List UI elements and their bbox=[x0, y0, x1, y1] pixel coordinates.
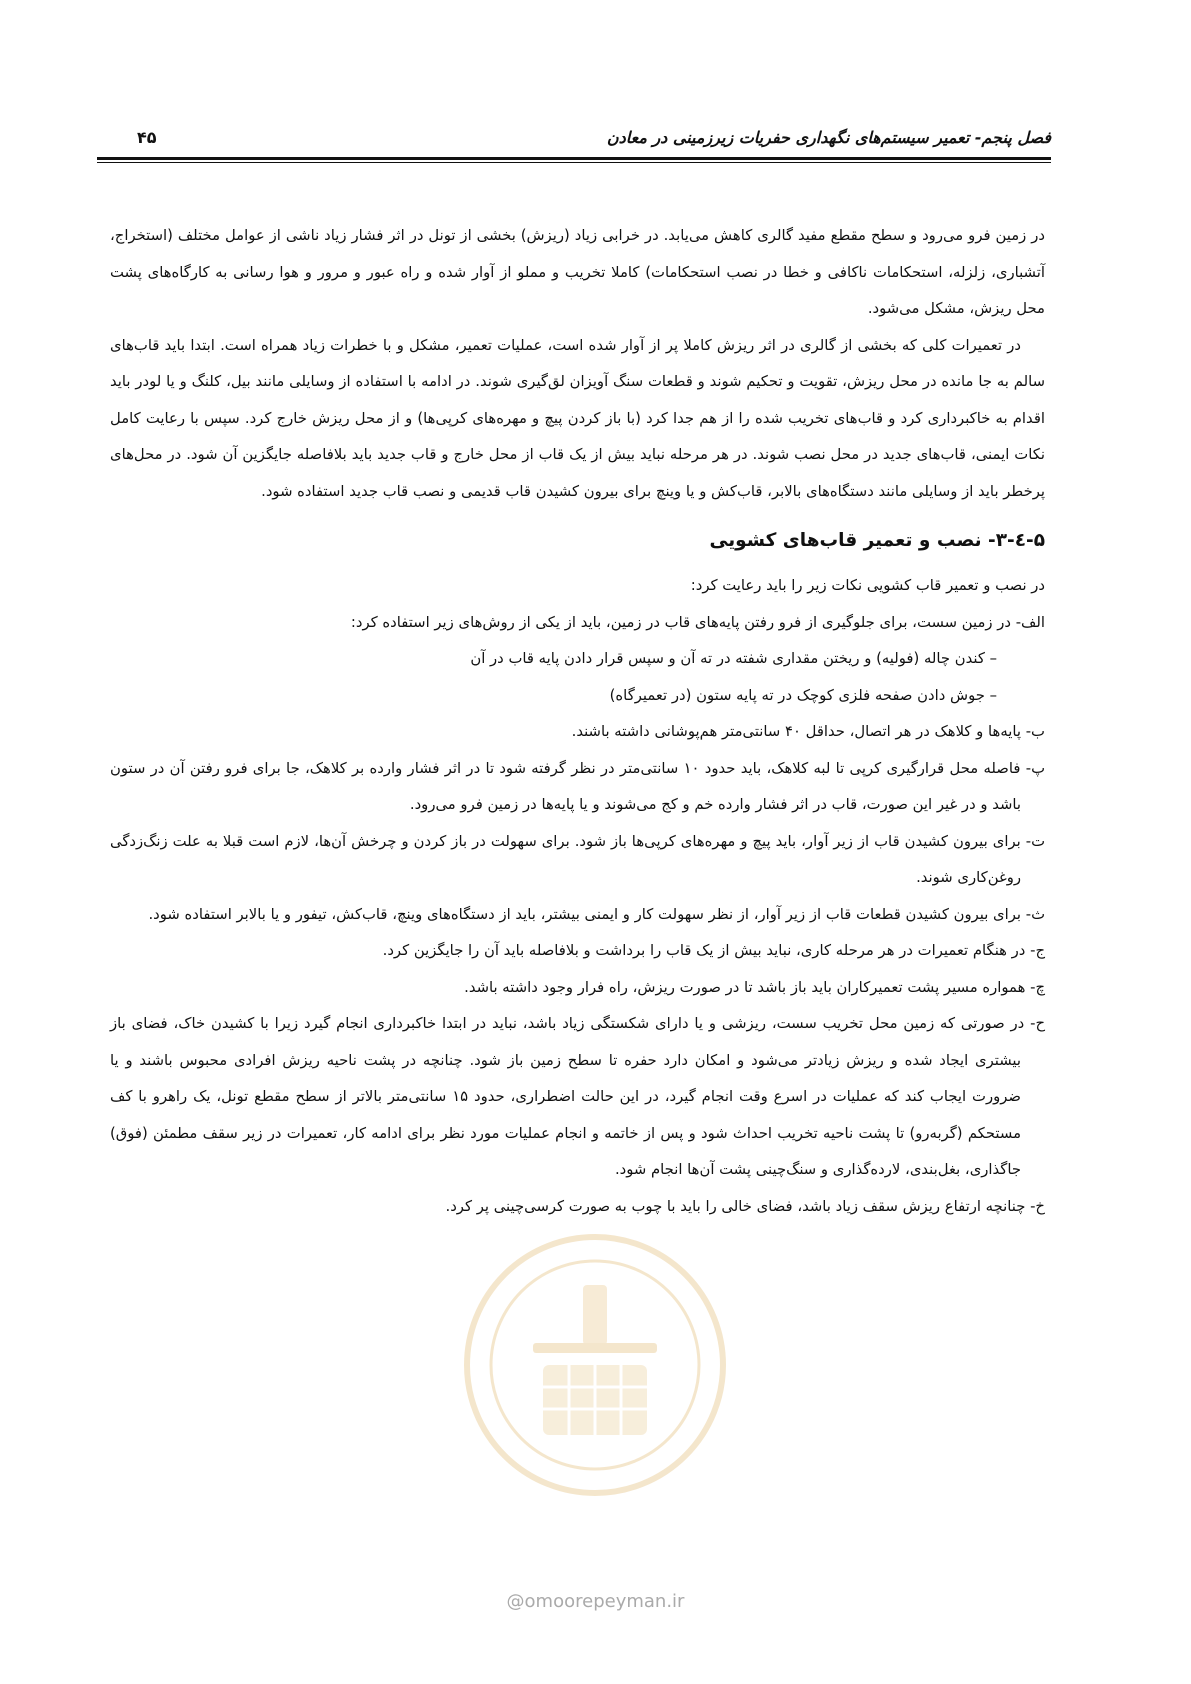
sub-list-item: – کندن چاله (فولیه) و ریختن مقداری شفته در ته آن و سپس قرار دادن پایه قاب در آن bbox=[470, 650, 997, 667]
list-item: ج- در هنگام تعمیرات در هر مرحله کاری، نباید بیش از یک قاب را برداشت و بلافاصله باید آن را جایگزین کرد. bbox=[382, 942, 1045, 959]
section-heading: ۵-٤-۳- نصب و تعمیر قاب‌های کشویی bbox=[709, 530, 1045, 551]
header-rule-thick bbox=[97, 157, 1051, 160]
list-item: ح- در صورتی که زمین محل تخریب سست، ریزشی و یا دارای شکستگی زیاد باشد، نباید در ابتدا خاکبرداری انجام گیرد زیرا با کشیدن خاک، فضای باز بیشتری ایجاد شده و ریزش زیادتر می‌شود و امکان دارد حفره تا سطح زمین باز شود. چنانچه در پشت ناحیه ریزش افرادی محبوس باشند و یا ضرورت ایجاب کند که عملیات در اسرع وقت انجام گیرد، در این حالت اضطراری، حدود ۱۵ سانتی‌متر بالاتر از سطح مقطع تونل، یک راهرو با کف مستحکم (گربه‌رو) تا پشت ناحیه تخریب احداث شود و پس از خاتمه و انجام عملیات مورد نظر برای ادامه کار، تعمیرات در زیر سقف مطمئن (فوق) جاگذاری، بغل‌بندی، لارده‌گذاری و سنگ‌چینی پشت آن‌ها انجام شود. bbox=[110, 1015, 1045, 1178]
chapter-title: فصل پنجم- تعمیر سیستم‌های نگهداری حفریات زیرزمینی در معادن bbox=[606, 128, 1051, 147]
watermark-url: omoorepeyman.ir bbox=[524, 1591, 685, 1612]
list-item: ب- پایه‌ها و کلاهک در هر اتصال، حداقل ۴۰ سانتی‌متر هم‌پوشانی داشته باشند. bbox=[571, 723, 1045, 740]
at-icon: @ bbox=[506, 1591, 525, 1612]
paragraph: در تعمیرات کلی که بخشی از گالری در اثر ریزش کاملا پر از آوار شده است، عملیات تعمیر، مشکل و با خطرات زیاد همراه است. ابتدا باید قاب‌های سالم به جا مانده در محل ریزش، تقویت و تحکیم شوند و قطعات سنگ آویزان لق‌گیری شوند. در ادامه با استفاده از وسایلی مانند بیل، کلنگ و یا لودر باید اقدام به خاکبرداری کرد و قاب‌های تخریب شده را از هم جدا کرد (با باز کردن پیچ و مهره‌های کرپی‌ها) و از محل ریزش خارج کرد. سپس با رعایت کامل نکات ایمنی، قاب‌های جدید در محل نصب شوند. در هر مرحله نباید بیش از یک قاب از محل خارج و قاب جدید باید بلافاصله جایگزین آن شود. در محل‌های پرخطر باید از وسایلی مانند دستگاه‌های بالابر، قاب‌کش و یا وینچ برای بیرون کشیدن قاب قدیمی و نصب قاب جدید استفاده شود. bbox=[110, 336, 1045, 500]
running-header bbox=[97, 128, 1051, 150]
page-body bbox=[110, 218, 1045, 1225]
sub-list-item: – جوش دادن صفحه فلزی کوچک در ته پایه ستون (در تعمیرگاه) bbox=[609, 686, 997, 704]
list-item: ت- برای بیرون کشیدن قاب از زیر آوار، باید پیچ و مهره‌های کرپی‌ها باز شود. برای سهولت در باز کردن و چرخش آن‌ها، لازم است قبلا به علت زنگ‌زدگی روغن‌کاری شوند. bbox=[110, 832, 1045, 886]
watermark-site-text bbox=[0, 1591, 1191, 1612]
header-rule-thin bbox=[97, 162, 1051, 163]
list-item: ث- برای بیرون کشیدن قطعات قاب از زیر آوار، از نظر سهولت کار و ایمنی بیشتر، باید از دستگاه‌های وینچ، قاب‌کش، تیفور و یا بالابر استفاده شود. bbox=[148, 905, 1045, 923]
watermark-logo-icon bbox=[455, 1225, 735, 1505]
list-item: چ- همواره مسیر پشت تعمیرکاران باید باز باشد تا در صورت ریزش، راه فرار وجود داشته باشد. bbox=[464, 978, 1045, 996]
list-item: خ- چنانچه ارتفاع ریزش سقف زیاد باشد، فضای خالی را باید با چوب به صورت کرسی‌چینی پر کرد. bbox=[445, 1197, 1045, 1215]
list-item: پ- فاصله محل قرارگیری کرپی تا لبه کلاهک، باید حدود ۱۰ سانتی‌متر در نظر گرفته شود تا در اثر فشار وارده بر کلاهک، جا برای فرو رفتن آن در ستون باشد و در غیر این صورت، قاب در اثر فشار وارده خم و کج می‌شوند و یا پایه‌ها در زمین فرو می‌رود. bbox=[110, 759, 1045, 813]
page-number: ۴۵ bbox=[137, 128, 157, 147]
paragraph: در زمین فرو می‌رود و سطح مقطع مفید گالری کاهش می‌یابد. در خرابی زیاد (ریزش) بخشی از تونل در اثر فشار زیاد ناشی از عوامل مختلف (استخراج، آتشباری، زلزله، استحکامات ناکافی و خطا در نصب استحکامات) کاملا تخریب و مملو از آوار شده و راه عبور و مرور و هوا رسانی به کارگاه‌های پشت محل ریزش، مشکل می‌شود. bbox=[110, 227, 1045, 317]
section-intro: در نصب و تعمیر قاب کشویی نکات زیر را باید رعایت کرد: bbox=[690, 577, 1045, 594]
list-item: الف- در زمین سست، برای جلوگیری از فرو رفتن پایه‌های قاب در زمین، باید از یکی از روش‌های زیر استفاده کرد: bbox=[350, 613, 1045, 631]
